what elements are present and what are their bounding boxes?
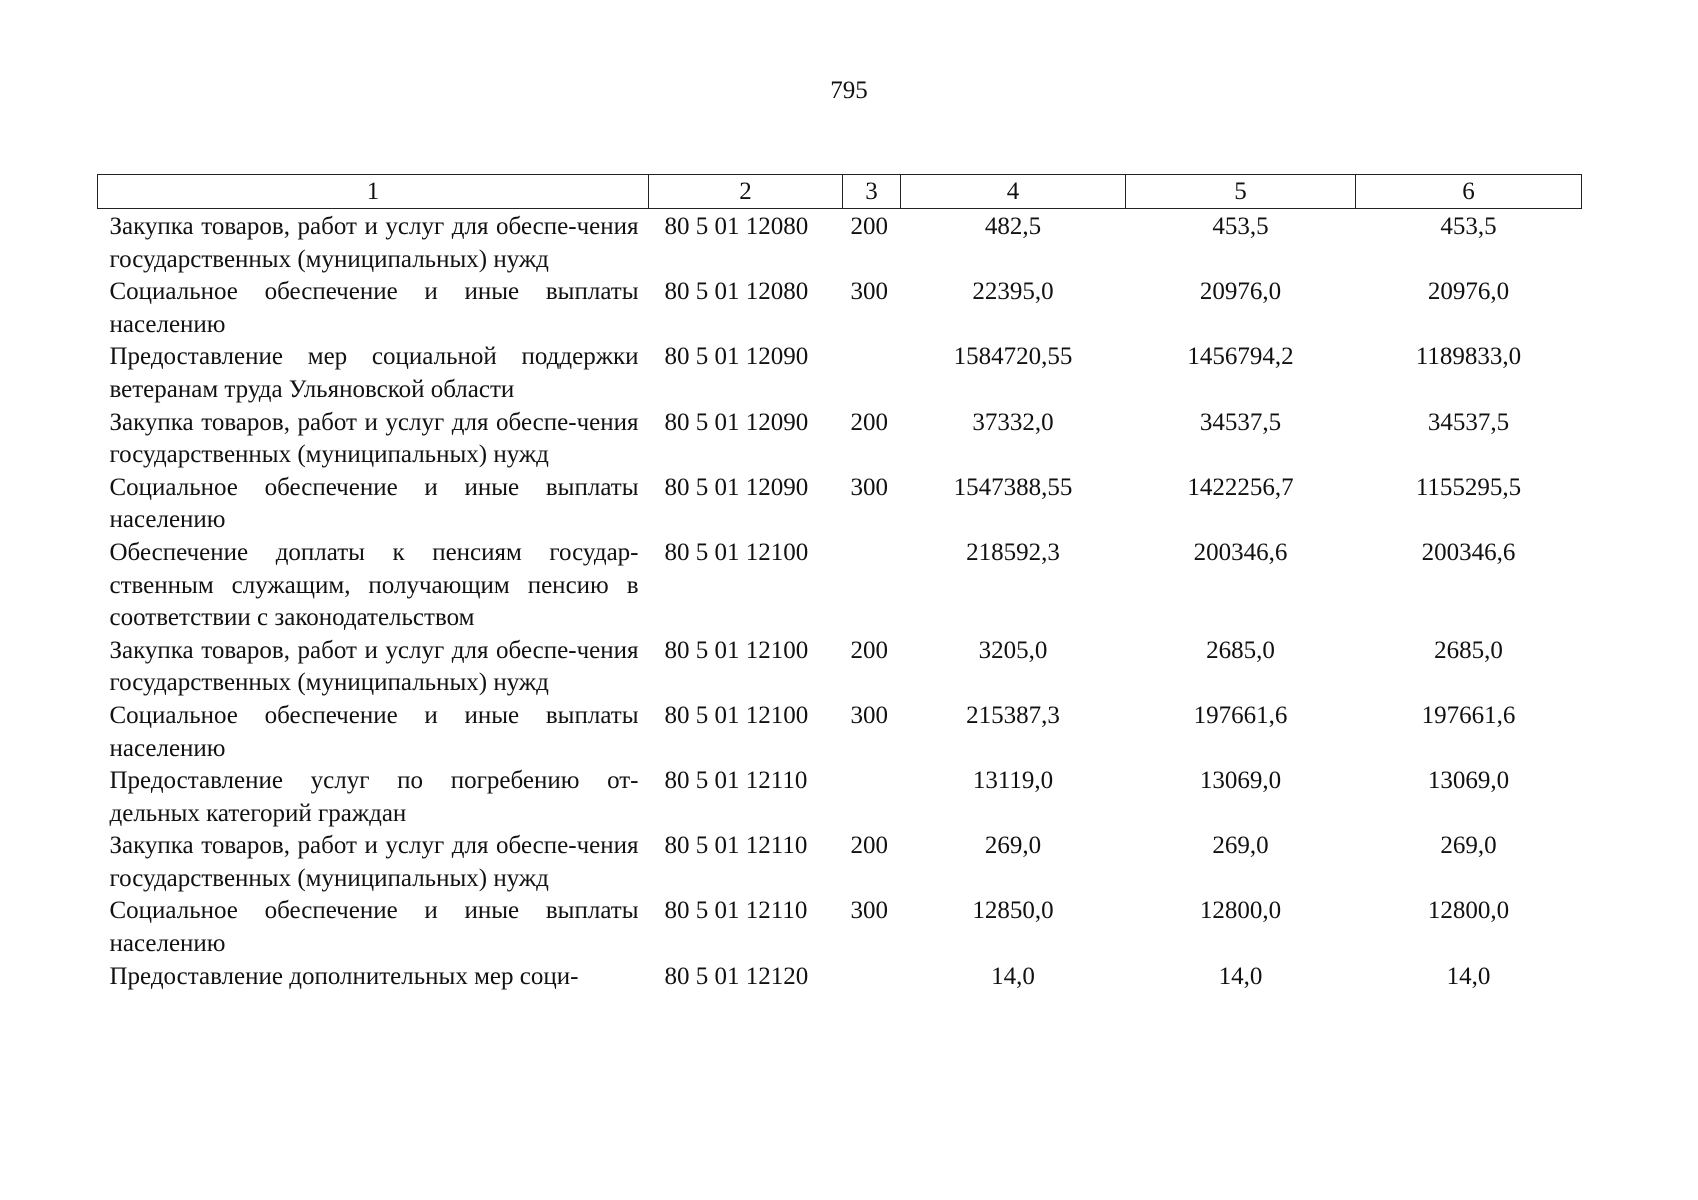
- row-value-4: 3205,0: [978, 636, 1048, 664]
- row-code: 80 5 01 12080: [664, 278, 809, 306]
- budget-table: [97, 174, 1582, 993]
- table-row: [98, 341, 1582, 406]
- column-header-2: 2: [649, 175, 843, 209]
- table-row: [98, 895, 1582, 960]
- row-code: 80 5 01 12090: [664, 408, 809, 436]
- row-expense-type: [843, 961, 901, 994]
- row-code: 80 5 01 12090: [664, 473, 809, 501]
- row-code: 80 5 01 12080: [664, 213, 809, 240]
- row-expense-type: [843, 341, 901, 406]
- row-value-6: 200346,6: [1421, 538, 1516, 566]
- table-row: [98, 472, 1582, 537]
- row-value-4: 215387,3: [966, 701, 1060, 729]
- column-header-1: 1: [98, 175, 649, 209]
- row-value-5: 453,5: [1212, 213, 1269, 240]
- row-name: Закупка товаров, работ и услуг для обеспе-чения государственных (муниципальных) нужд: [109, 832, 639, 892]
- row-value-6: 1155295,5: [1415, 473, 1522, 501]
- row-code: 80 5 01 12120: [664, 962, 809, 990]
- row-value-5: 1422256,7: [1187, 473, 1294, 501]
- row-code: 80 5 01 12110: [664, 767, 808, 795]
- row-value-4: 482,5: [984, 213, 1042, 240]
- row-value-4: 218592,3: [966, 538, 1060, 566]
- table-row: [98, 276, 1582, 341]
- table-row: [98, 537, 1582, 635]
- row-value-6: 269,0: [1440, 832, 1497, 860]
- row-code: 80 5 01 12100: [664, 538, 809, 566]
- row-value-6: 13069,0: [1427, 767, 1510, 795]
- row-expense-type: 200: [850, 213, 888, 240]
- row-name: Обеспечение доплаты к пенсиям государ-ственным служащим, получающим пенсию в соответствии с законодательством: [109, 538, 639, 632]
- header-row: [98, 175, 1582, 209]
- row-value-6: 197661,6: [1421, 701, 1516, 729]
- row-name: Закупка товаров, работ и услуг для обеспе-чения государственных (муниципальных) нужд: [109, 408, 639, 469]
- row-name: Социальное обеспечение и иные выплаты населению: [109, 897, 639, 958]
- row-value-4: 22395,0: [972, 278, 1054, 306]
- table-row: [98, 765, 1582, 830]
- column-header-3: 3: [843, 175, 901, 209]
- row-name: Социальное обеспечение и иные выплаты населению: [109, 701, 639, 762]
- row-value-5: 1456794,2: [1187, 343, 1294, 371]
- row-value-4: 13119,0: [972, 767, 1054, 795]
- table-row: [98, 635, 1582, 700]
- column-header-5: 5: [1126, 175, 1356, 209]
- row-value-6: 453,5: [1440, 213, 1497, 240]
- row-value-6: 14,0: [1446, 962, 1491, 990]
- row-expense-type: 200: [850, 832, 888, 860]
- table-row: [98, 700, 1582, 765]
- row-name: Предоставление мер социальной поддержки ветеранам труда Ульяновской области: [109, 343, 639, 403]
- row-value-5: 13069,0: [1199, 767, 1282, 795]
- row-expense-type: [843, 537, 901, 635]
- row-value-5: 2685,0: [1206, 636, 1275, 664]
- row-value-6: 34537,5: [1427, 408, 1510, 436]
- row-name: Закупка товаров, работ и услуг для обеспе-чения государственных (муниципальных) нужд: [109, 636, 639, 697]
- row-value-5: 34537,5: [1199, 408, 1282, 436]
- row-name: Социальное обеспечение и иные выплаты населению: [109, 278, 639, 338]
- row-value-6: 2685,0: [1434, 636, 1503, 664]
- row-value-5: 12800,0: [1199, 897, 1282, 925]
- row-value-6: 20976,0: [1427, 278, 1510, 306]
- row-code: 80 5 01 12110: [664, 832, 808, 860]
- row-expense-type: 200: [850, 408, 888, 436]
- table-row: [98, 961, 1582, 994]
- row-value-6: 1189833,0: [1415, 343, 1522, 371]
- row-name: Социальное обеспечение и иные выплаты населению: [109, 473, 639, 534]
- row-value-5: 200346,6: [1193, 538, 1288, 566]
- row-code: 80 5 01 12100: [664, 701, 809, 729]
- row-value-4: 1547388,55: [953, 473, 1073, 501]
- row-value-5: 20976,0: [1199, 278, 1282, 306]
- row-code: 80 5 01 12100: [664, 636, 809, 664]
- page-number: 795: [830, 77, 868, 104]
- row-name: Предоставление дополнительных мер соци-: [109, 962, 579, 990]
- row-value-4: 1584720,55: [953, 343, 1073, 371]
- row-expense-type: 300: [850, 473, 888, 501]
- row-value-4: 12850,0: [972, 897, 1054, 925]
- row-code: 80 5 01 12110: [664, 897, 808, 925]
- row-name: Закупка товаров, работ и услуг для обеспе-чения государственных (муниципальных) нужд: [109, 213, 639, 273]
- row-expense-type: 300: [850, 701, 888, 729]
- row-value-4: 14,0: [991, 962, 1035, 990]
- row-value-5: 197661,6: [1193, 701, 1288, 729]
- row-expense-type: 300: [850, 278, 888, 306]
- row-value-6: 12800,0: [1427, 897, 1510, 925]
- row-name: Предоставление услуг по погребению от-дельных категорий граждан: [109, 767, 639, 827]
- row-expense-type: 200: [850, 636, 888, 664]
- row-code: 80 5 01 12090: [664, 343, 809, 371]
- column-header-6: 6: [1356, 175, 1582, 209]
- row-value-4: 37332,0: [972, 408, 1054, 436]
- row-value-5: 14,0: [1218, 962, 1263, 990]
- table-row: [98, 407, 1582, 472]
- row-value-4: 269,0: [984, 832, 1042, 860]
- row-value-5: 269,0: [1212, 832, 1269, 860]
- column-header-4: 4: [901, 175, 1126, 209]
- row-expense-type: [843, 765, 901, 830]
- table-row: [98, 209, 1582, 277]
- table-row: [98, 830, 1582, 895]
- row-expense-type: 300: [850, 897, 888, 925]
